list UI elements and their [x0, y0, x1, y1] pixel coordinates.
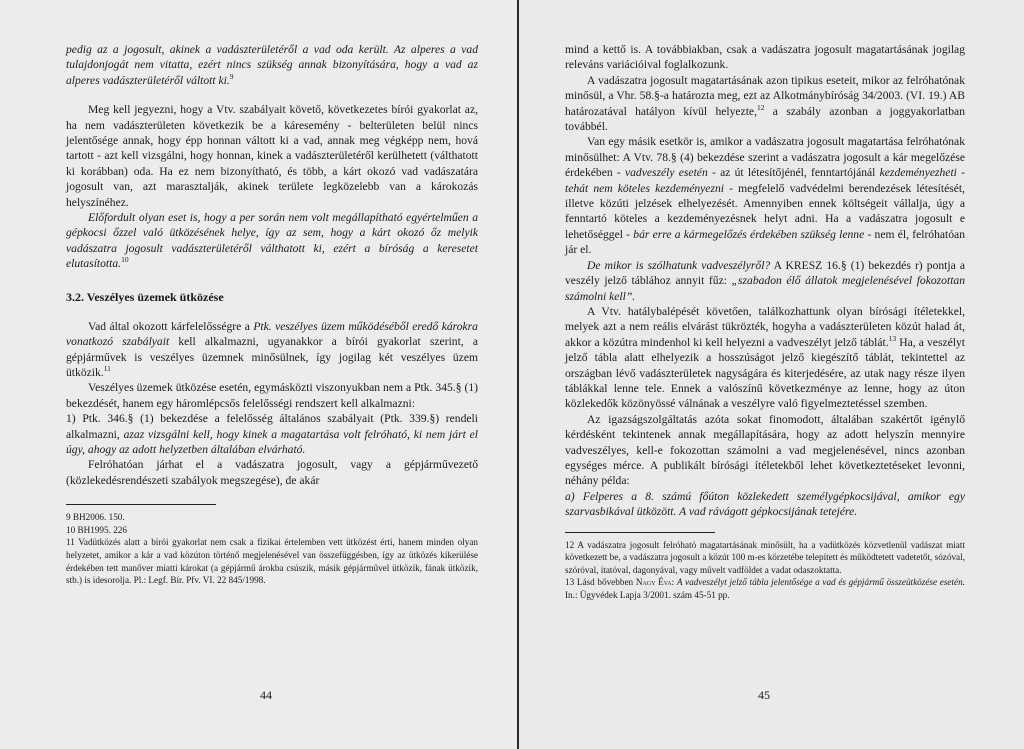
footnote-rule: [66, 504, 216, 505]
right-paragraph-2: [565, 73, 965, 135]
page-number: 45: [758, 688, 770, 702]
right-paragraph-5: [565, 304, 965, 412]
italic-text: Előfordult olyan eset is, hogy a per során nem volt megállapítható egyértelműen a gépkocsi őzzel való ütközésének helye, így az sem, hogy a kárt okozó őz melyik vadászatra jogosult vadászterületéről válthatott ki, ezért a bíróság a keresetet elutasította.: [66, 211, 478, 271]
text-run: Vad által okozott kárfelelősségre a: [88, 319, 254, 333]
text-run: A KRESZ 16.§ (1) bekezdés r) pontja a veszély jelző táblához annyit fűz:: [565, 258, 966, 288]
text-run: Ha, a veszélyt jelző tábla alatt elhelyezik a hosszúságot jelző kiegészítő táblát, tekintettel az országban lévő vadászterületek nagyságára és kiterjedésére, az utak nagy része ilyen táblákkal lenne tele. Ennek a valószínű következménye az lenne, hogy az úton közlekedők közönyössé válnának a veszélyre való figyelmeztetéssel szemben.: [565, 335, 965, 411]
text-run: kell alkalmazni, ugyanakkor a bírói gyakorlat szerint, a gépjárművek is veszélyes üzemnek minősülnek, így jogilag két veszélyes üzem ütközik.: [66, 335, 478, 379]
left-paragraph-1: [66, 42, 478, 88]
left-text-column: [66, 42, 478, 587]
footnote-13: [565, 576, 965, 601]
left-paragraph-7: Felróhatóan járhat el a vadászatra jogosult, vagy a gépjárművezető (közlekedésrendészeti szabályok megszegése), de akár: [66, 458, 478, 487]
right-paragraph-7: [565, 489, 965, 520]
footnote-ref: 12: [756, 102, 765, 112]
right-paragraph-3: [565, 134, 965, 257]
left-paragraph-2: Meg kell jegyezni, hogy a Vtv. szabályait követő, következetes bírói gyakorlat az, ha nem vadászterületen következik be a káresemény - belterületen belül nincs jelentősége annak, hogy épp honnan váltott ki a vad, annak meg végképp nem, hová tartott - azt kell vizsgálni, hogy honnan, kinek a vadászterületéről kerülhetett (válthatott ki korábban) oda. Ha ez nem bizonyítható, és több, a kárt okozó vad vadászatára jogosult van, azt marasztalják, akinek területe legközelebb van a károkozás helyszínéhez.: [66, 103, 478, 209]
text-run: A Vtv. hatálybalépését követően, találkozhattunk olyan bírósági ítéletekkel, melyek azt a nem reális elvárást tükrözték, hogyha a vadászterületen közút halad át, akkor a közútra mindenhol ki kell helyezni a vadveszélyt jelző táblát.: [565, 304, 965, 349]
footnotes: [66, 504, 478, 587]
text-run: Van egy másik esetkör is, amikor a vadászatra jogosult magatartása felróhatónak minősülhet: A Vtv. 78.§ (4) bekezdése szerint a vadászatra jogosult a kár megelőzése érdekében -: [565, 135, 965, 180]
italic-text: Ptk. veszélyes üzem működéséből eredő károkra vonatkozó szabályait: [66, 319, 478, 349]
footnote-ref: 9: [229, 71, 234, 81]
text-run: - nem él, felróhatóan jár el.: [565, 227, 966, 257]
left-paragraph-5: Veszélyes üzemek ütközése esetén, egymásközti viszonyukban nem a Ptk. 345.§ (1) bekezdését, hanem egy háromlépcsős felelősségi rendszert kell alkalmazni:: [66, 381, 478, 410]
right-page: [519, 0, 1024, 749]
italic-text: pedig az a jogosult, akinek a vadászterületéről a vad oda került. Az alperes a vad tulajdonjogát nem vitatta, ezért nincs szükség annak bizonyítására, hogy a vad az alperes vadászterületéről váltott ki.: [66, 43, 478, 87]
left-paragraph-6: [66, 411, 478, 457]
text-run: - megfelelő vadvédelmi berendezések létesítését, illetve közúti jelzések elhelyezését. Amennyiben ennek költségeit vállalja, úgy a fenntartó köteles a kezdeményezésnek helyt adni. Ha a vadászatra jogosult e lehetőséggel -: [565, 181, 966, 241]
italic-text: bár erre a kármegelőzés érdekében szükség lenne: [633, 227, 865, 241]
text-run: In.: Ügyvédek Lapja 3/2001. szám 45-51 pp.: [565, 589, 730, 600]
footnote-rule: [565, 532, 715, 533]
left-paragraph-3: [66, 210, 478, 272]
text-run: A vadászatra jogosult magatartásának azon tipikus eseteit, mikor az felróhatónak minősül, a Vhr. 58.§-a határozta meg, ezt az Alkotmánybíróság 34/2003. (VI. 19.) AB határozatával hatályon kívül helyezte,: [565, 73, 965, 118]
section-heading: 3.2. Veszélyes üzemek ütközése: [66, 289, 224, 304]
italic-text: azaz vizsgálni kell, hogy kinek a magatartása volt felróható, ki nem járt el úgy, ahogy az adott helyzetben általában elvárható.: [66, 427, 478, 456]
footnotes: [565, 532, 965, 602]
italic-text: kezdeményezheti - tehát nem köteles kezdeményezni: [565, 166, 965, 195]
italic-text: a) Felperes a 8. számú főúton közlekedett személygépkocsijával, amikor egy szarvasbikával ütközött. A vad rávágott gépkocsijának tetejére.: [565, 489, 965, 519]
footnote-10: 10 BH1995. 226: [66, 524, 127, 535]
right-paragraph-1: mind a kettő is. A továbbiakban, csak a vadászatra jogosult magatartásának jogilag releváns variációival foglalkozunk.: [565, 43, 965, 72]
text-run: - az út létesítőjénél, fenntartójánál: [707, 166, 880, 180]
author-name: Nagy Éva:: [635, 577, 677, 588]
right-paragraph-6: Az igazságszolgáltatás azóta sokat finomodott, általában szakértőt igénylő kérdésként tekintenek annak megállapítására, hogy az adott helyszín mennyire vadveszélyes, kell-e fokozottan számolni a vad megjelenésével, nincs azonban egységes mérce. A publikált bírósági ítéletekből lehet következtetéseket levonni, néhány példa:: [565, 412, 965, 488]
footnote-ref: 10: [121, 255, 129, 265]
right-paragraph-4: [565, 258, 965, 304]
italic-text: „szabadon élő állatok megjelenésével fokozottan számolni kell”.: [565, 274, 966, 303]
italic-text: vadveszély esetén: [624, 166, 708, 180]
page-number: 44: [260, 688, 272, 702]
text-run: 13 Lásd bővebben: [565, 577, 636, 588]
italic-text: A vadveszélyt jelző tábla jelentősége a vad és gépjármű összeütközése esetén.: [676, 577, 966, 588]
text-run: a szabály azonban a joggyakorlatban továbbél.: [565, 104, 965, 134]
left-paragraph-4: [66, 319, 478, 381]
right-text-column: [565, 42, 965, 602]
text-run: 1) Ptk. 346.§ (1) bekezdése a felelősség általános szabályait (Ptk. 339.§) rendeli alkalmazni,: [66, 412, 478, 441]
footnote-ref: 11: [103, 364, 111, 374]
italic-text: De mikor is szólhatunk vadveszélyről?: [587, 258, 771, 272]
footnote-11: 11 Vadütközés alatt a bírói gyakorlat nem csak a fizikai értelemben vett ütközést érti, hanem minden olyan helyzetet, amikor a kár a vad közúton történő megjelenésével van összefüggésben, így az ütközés kikerülése érdekében tett manőver miatti károkat (a gépjármű árokba csúszik, másik gépjárművel ütközik, fának ütközik, stb.) is idesorolja. Pl.: Legf. Bír. Pfv. VI. 22 845/1998.: [66, 537, 478, 586]
footnote-12: 12 A vadászatra jogosult felróható magatartásának minősült, ha a vadütközés közvetlenül vadászat miatt következett be, a vadászatra jogosult a közút 100 m-es körzetébe telepített és működtetett vadetetőt, sózóval, szóróval, itatóval, dagonyával, vagy művelt vadföldet a vadat odaszoktatta.: [565, 539, 965, 575]
footnote-ref: 13: [888, 333, 897, 343]
footnote-9: 9 BH2006. 150.: [66, 512, 125, 523]
